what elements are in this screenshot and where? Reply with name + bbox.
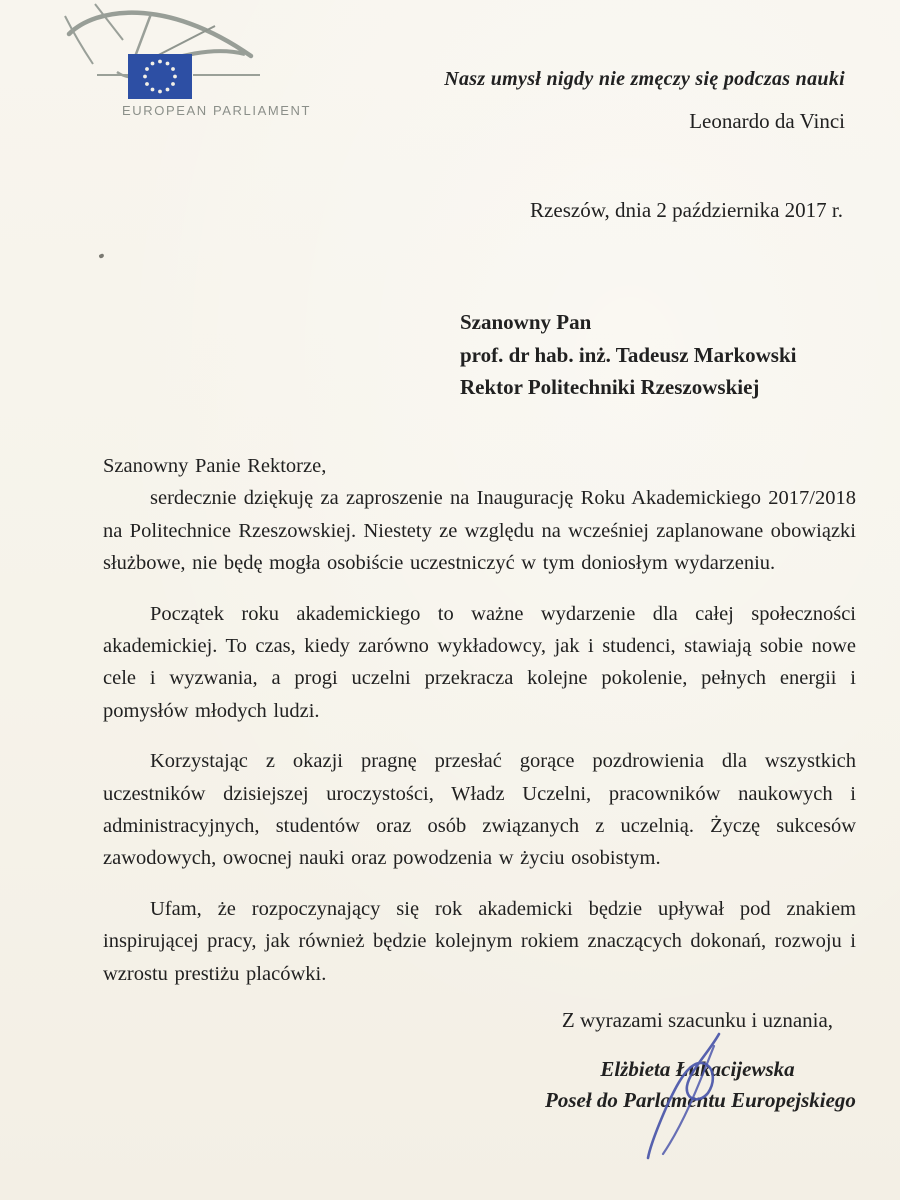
salutation: Szanowny Panie Rektorze, (103, 455, 327, 477)
eu-flag-icon (128, 54, 192, 99)
recipient-block (460, 306, 796, 404)
handwritten-signature (600, 1010, 780, 1180)
logo-caption: EUROPEAN PARLIAMENT (122, 103, 312, 118)
recipient-line: Szanowny Pan (460, 310, 592, 334)
letter-body (103, 450, 856, 990)
body-paragraph: Korzystając z okazji pragnę przesłać gorące pozdrowienia dla wszystkich uczestników dzisiejszej uroczystości, Władz Uczelni, pracowników naukowych i administracyjnych, studentów oraz osób związanych z uczelnią. Życzę sukcesów zawodowych, owocnej nauki oraz powodzenia w życiu osobistym. (103, 750, 856, 870)
logo-rule-left (97, 74, 128, 76)
signer-name: Elżbieta Łukacijewska (600, 1057, 795, 1081)
signer-title: Poseł do Parlamentu Europejskiego (545, 1088, 856, 1112)
recipient-line: prof. dr hab. inż. Tadeusz Markowski (460, 342, 797, 367)
motto-quote: Nasz umysł nigdy nie zmęczy się podczas nauki (444, 68, 845, 90)
body-paragraph: serdecznie dziękuję za zaproszenie na Inaugurację Roku Akademickiego 2017/2018 na Politechnice Rzeszowskiej. Niestety ze względu na wcześniej zaplanowane obowiązki służbowe, nie będę mogła osobiście uczestniczyć w tym doniosłym wydarzeniu. (103, 487, 856, 575)
body-paragraph: Początek roku akademickiego to ważne wydarzenie dla całej społeczności akademickiej. To czas, kiedy zarówno wykładowcy, jak i studenci, stawiają sobie nowe cele i wyzwania, a progi uczelni przekracza kolejne pokolenie, pełnych energii i pomysłów młodych ludzi. (103, 602, 856, 722)
logo-rule-right (193, 74, 260, 76)
european-parliament-logo (55, 0, 312, 130)
motto-author: Leonardo da Vinci (689, 109, 845, 133)
scan-speck (98, 253, 104, 258)
dateline: Rzeszów, dnia 2 października 2017 r. (530, 198, 843, 222)
recipient-line: Rektor Politechniki Rzeszowskiej (460, 375, 760, 399)
body-paragraph: Ufam, że rozpoczynający się rok akademicki będzie upływał pod znakiem inspirującej pracy, jak również będzie kolejnym rokiem znaczących dokonań, rozwoju i wzrostu prestiżu placówki. (103, 897, 856, 985)
valediction: Z wyrazami szacunku i uznania, (561, 1008, 834, 1032)
